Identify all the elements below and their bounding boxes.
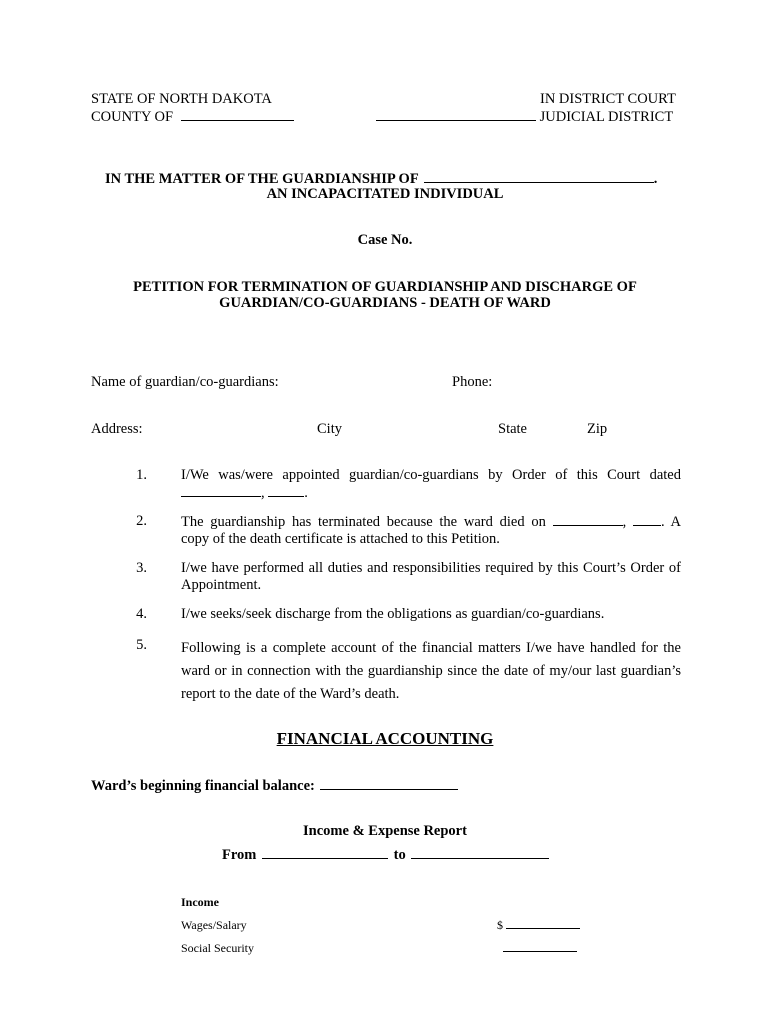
item-2-end: . A <box>660 514 681 530</box>
beginning-balance-blank[interactable] <box>320 777 458 790</box>
appointment-year-blank[interactable] <box>268 484 304 497</box>
item-3 <box>181 560 681 594</box>
item-number: 4. <box>136 606 147 622</box>
item-4-line-1: I/we seeks/seek discharge from the obligations as guardian/co-guardians. <box>181 606 605 622</box>
petition-title-line-2: GUARDIAN/CO-GUARDIANS - DEATH OF WARD <box>219 295 551 311</box>
matter-text: IN THE MATTER OF THE GUARDIANSHIP OF <box>105 171 419 187</box>
item-1-line-2 <box>181 484 681 502</box>
item-number: 1. <box>136 467 147 483</box>
item-number: 5. <box>136 637 147 653</box>
social-security-amount-blank[interactable] <box>503 941 577 952</box>
item-2-text: The guardianship has terminated because the ward died on <box>181 514 546 530</box>
income-row-label: Wages/Salary <box>181 918 247 932</box>
address-field[interactable]: Address: <box>91 421 143 437</box>
phone-field[interactable]: Phone: <box>452 374 493 390</box>
state-label: STATE OF NORTH DAKOTA <box>91 91 272 107</box>
currency-symbol: $ <box>497 918 503 932</box>
district-blank[interactable] <box>376 108 536 121</box>
financial-accounting-heading: FINANCIAL ACCOUNTING <box>276 729 494 748</box>
beginning-balance-label: Ward’s beginning financial balance: <box>91 778 315 794</box>
item-2-comma: , <box>622 514 627 530</box>
income-expense-report-title: Income & Expense Report <box>303 823 467 839</box>
ward-name-blank[interactable] <box>424 170 654 183</box>
state-field[interactable]: State <box>498 421 527 437</box>
item-number: 3. <box>136 560 147 576</box>
matter-period: . <box>653 171 658 187</box>
city-field[interactable]: City <box>317 421 342 437</box>
item-3-line-1: I/we have performed all duties and responsibilities required by this Court’s Order of <box>181 560 681 576</box>
guardian-name-field[interactable]: Name of guardian/co-guardians: <box>91 374 279 390</box>
item-1-line-1: I/We was/were appointed guardian/co-guardians by Order of this Court dated <box>181 467 681 483</box>
to-date-blank[interactable] <box>411 846 549 859</box>
county-line <box>91 108 294 126</box>
court-label: IN DISTRICT COURT <box>540 91 676 107</box>
item-3-line-2: Appointment. <box>181 577 262 593</box>
district-label: JUDICIAL DISTRICT <box>539 109 674 125</box>
wages-amount-blank[interactable] <box>506 918 580 929</box>
district-line <box>376 108 673 126</box>
income-row-label: Social Security <box>181 941 254 955</box>
item-1-comma: , <box>261 485 265 501</box>
income-row-amount <box>503 940 577 957</box>
county-blank[interactable] <box>181 108 294 121</box>
item-5-line-3: report to the date of the Ward’s death. <box>181 686 400 702</box>
item-5 <box>181 637 681 706</box>
item-5-line-1: Following is a complete account of the financial matters I/we have handled for the <box>181 640 681 656</box>
item-2-line-2: copy of the death certificate is attached to this Petition. <box>181 531 500 547</box>
date-range-line <box>222 846 549 864</box>
item-1 <box>181 467 681 502</box>
appointment-date-blank[interactable] <box>181 484 261 497</box>
from-date-blank[interactable] <box>262 846 388 859</box>
item-5-line-2: ward or in connection with the guardianship since the date of my/our last guardian’s <box>181 663 681 679</box>
to-label: to <box>393 847 406 863</box>
income-row-amount <box>497 917 580 934</box>
item-1-period: . <box>304 485 308 501</box>
item-number: 2. <box>136 513 147 529</box>
beginning-balance-line <box>91 777 458 795</box>
item-2-line-1 <box>181 513 681 531</box>
from-label: From <box>222 847 257 863</box>
item-2 <box>181 513 681 548</box>
county-label: COUNTY OF <box>91 109 174 125</box>
death-year-blank[interactable] <box>633 513 661 526</box>
death-date-blank[interactable] <box>553 513 623 526</box>
zip-field[interactable]: Zip <box>587 421 608 437</box>
case-number-label: Case No. <box>357 232 413 248</box>
matter-line-2: AN INCAPACITATED INDIVIDUAL <box>266 186 504 202</box>
petition-title-line-1: PETITION FOR TERMINATION OF GUARDIANSHIP AND DISCHARGE OF <box>133 279 637 295</box>
item-4 <box>181 606 681 623</box>
income-heading: Income <box>181 895 219 909</box>
